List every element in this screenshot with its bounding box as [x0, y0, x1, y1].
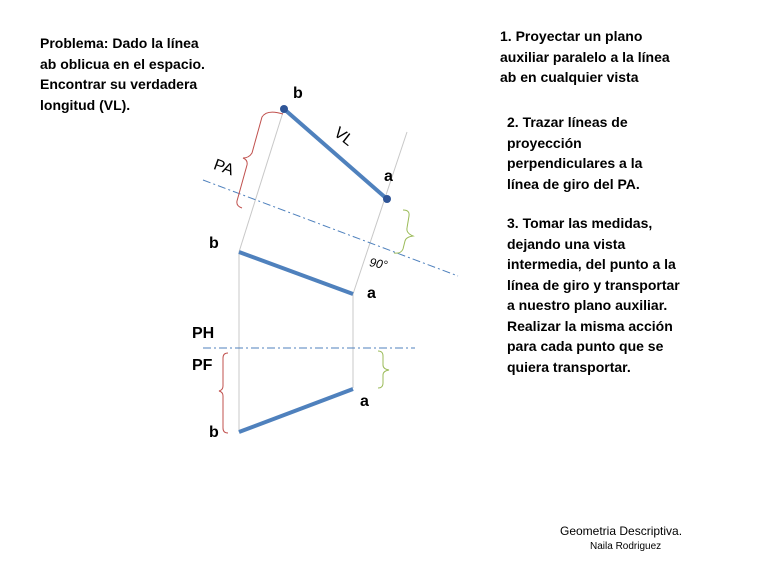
- front-view-line: [239, 389, 353, 432]
- step-3-line: a nuestro plano auxiliar.: [507, 297, 668, 313]
- step-2-line: proyección: [507, 134, 582, 151]
- label-a-front: a: [360, 393, 369, 410]
- label-angle: 90°: [368, 255, 389, 273]
- label-pf: PF: [192, 357, 213, 374]
- top-view-line: [239, 252, 353, 294]
- step-3-line: quiera transportar.: [507, 358, 631, 375]
- label-a-aux: a: [384, 168, 393, 185]
- step-2-line: perpendiculares a la: [507, 155, 643, 171]
- footer-title: Geometria Descriptiva.: [560, 524, 683, 538]
- problem-line: Problema: Dado la línea: [40, 35, 199, 51]
- step-2-line: línea de giro del PA.: [507, 175, 640, 192]
- brace-green-front: [378, 351, 389, 388]
- brace-green-aux: [394, 210, 413, 253]
- step-1-line: auxiliar paralelo a la línea: [500, 48, 670, 65]
- problem-line: longitud (VL).: [40, 96, 131, 113]
- step-2-line: 2. Trazar líneas de: [507, 114, 628, 130]
- label-a-top: a: [367, 285, 376, 302]
- label-b-front: b: [209, 424, 219, 441]
- label-ph: PH: [192, 325, 215, 342]
- step-3-line: intermedia, del punto a la: [507, 256, 676, 272]
- step-3-line: línea de giro y transportar: [507, 276, 680, 293]
- step-3-line: dejando una vista: [507, 235, 626, 252]
- step-3-line: 3. Tomar las medidas,: [507, 215, 653, 231]
- fold-line-pa: [203, 180, 458, 276]
- step-3-line: para cada punto que se: [507, 338, 664, 354]
- label-pa: PA: [211, 156, 236, 180]
- problem-line: Encontrar su verdadera: [40, 76, 198, 92]
- label-vl: VL: [330, 124, 357, 150]
- point-b-aux: [280, 105, 288, 113]
- step-1-line: ab en cualquier vista: [500, 69, 639, 85]
- step-1-line: 1. Proyectar un plano: [500, 28, 643, 44]
- problem-line: ab oblicua en el espacio.: [40, 55, 205, 72]
- true-length-line: [284, 109, 387, 199]
- footer-author: Naila Rodriguez: [590, 541, 662, 552]
- brace-red-front: [219, 353, 228, 433]
- projection-line-b-aux: [239, 109, 284, 252]
- step-3-line: Realizar la misma acción: [507, 317, 673, 334]
- label-b-aux: b: [293, 85, 303, 102]
- brace-red-aux: [237, 112, 283, 208]
- point-a-aux: [383, 195, 391, 203]
- label-b-top: b: [209, 235, 219, 252]
